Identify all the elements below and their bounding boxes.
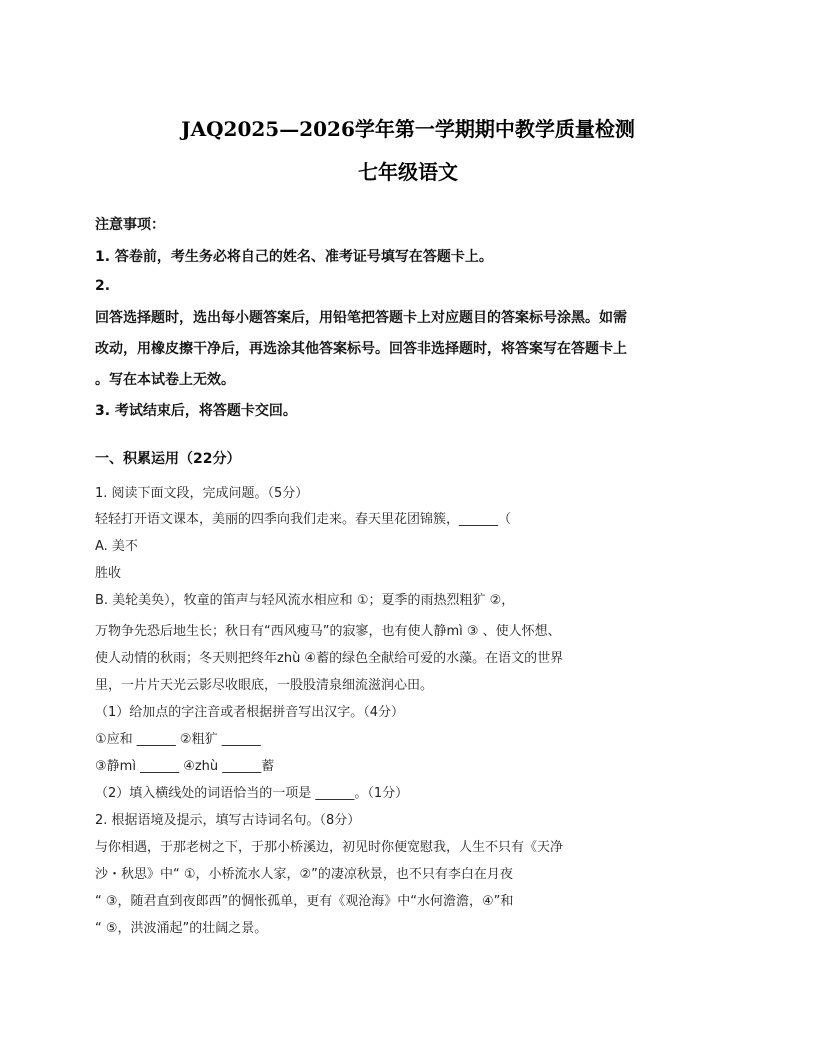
notice-item-2-number: 2.	[95, 278, 111, 294]
question-line: 2. 根据语境及提示，填写古诗词名句。（8分）	[95, 813, 361, 828]
question-line: “ ③，随君直到夜郎西”的惆怅孤单，更有《观沧海》中“水何澹澹，④”和	[95, 894, 514, 909]
question-line: “ ⑤，洪波涌起”的壮阔之景。	[95, 921, 268, 936]
option-line: B. 美轮美奂），牧童的笛声与轻风流水相应和 ①；夏季的雨热烈粗犷 ②，	[95, 593, 515, 608]
answer-line: ①应和 ______ ②粗犷 ______	[95, 732, 261, 747]
question-line: （2）填入横线处的词语恰当的一项是 ______。（1分）	[95, 786, 409, 801]
question-line: 1. 阅读下面文段，完成问题。（5分）	[95, 486, 309, 501]
question-line: 里，一片片天光云影尽收眼底，一股股清泉细流滋润心田。	[95, 678, 434, 693]
option-line: 胜收	[95, 566, 122, 581]
notice-heading: 注意事项：	[95, 217, 165, 233]
question-line: 使人动情的秋雨；冬天则把终年zhù ④蓄的绿色全献给可爱的水藻。在语文的世界	[95, 651, 564, 666]
question-line: 轻轻打开语文课本，美丽的四季向我们走来。春天里花团锦簇，______（	[95, 512, 512, 527]
notice-item-3: 3. 考试结束后，将答题卡交回。	[95, 403, 297, 419]
answer-line: ③静mì ______ ④zhù ______蓄	[95, 759, 275, 774]
question-line: （1）给加点的字注音或者根据拼音写出汉字。（4分）	[95, 705, 405, 720]
question-line: 沙・秋思》中“ ①，小桥流水人家，②”的凄凉秋景，也不只有李白在月夜	[95, 867, 513, 882]
exam-title: JAQ2025—2026学年第一学期期中教学质量检测	[181, 117, 635, 141]
option-line: A. 美不	[95, 539, 138, 554]
notice-item-2-line-3: 。写在本试卷上无效。	[95, 372, 235, 388]
notice-item-2-line-2: 改动，用橡皮擦干净后，再选涂其他答案标号。回答非选择题时，将答案写在答题卡上	[95, 341, 627, 357]
section-heading: 一、积累运用（22分）	[95, 451, 241, 467]
exam-subtitle: 七年级语文	[358, 160, 458, 184]
notice-item-1: 1. 答卷前，考生务必将自己的姓名、准考证号填写在答题卡上。	[95, 249, 493, 265]
question-line: 万物争先恐后地生长；秋日有“西风瘦马”的寂寥，也有使人静mì ③ 、使人怀想、	[95, 624, 561, 639]
notice-item-2-line-1: 回答选择题时，选出每小题答案后，用铅笔把答题卡上对应题目的答案标号涂黑。如需	[95, 310, 627, 326]
question-line: 与你相遇，于那老树之下，于那小桥溪边，初见时你便宽慰我，人生不只有《天净	[95, 840, 564, 855]
